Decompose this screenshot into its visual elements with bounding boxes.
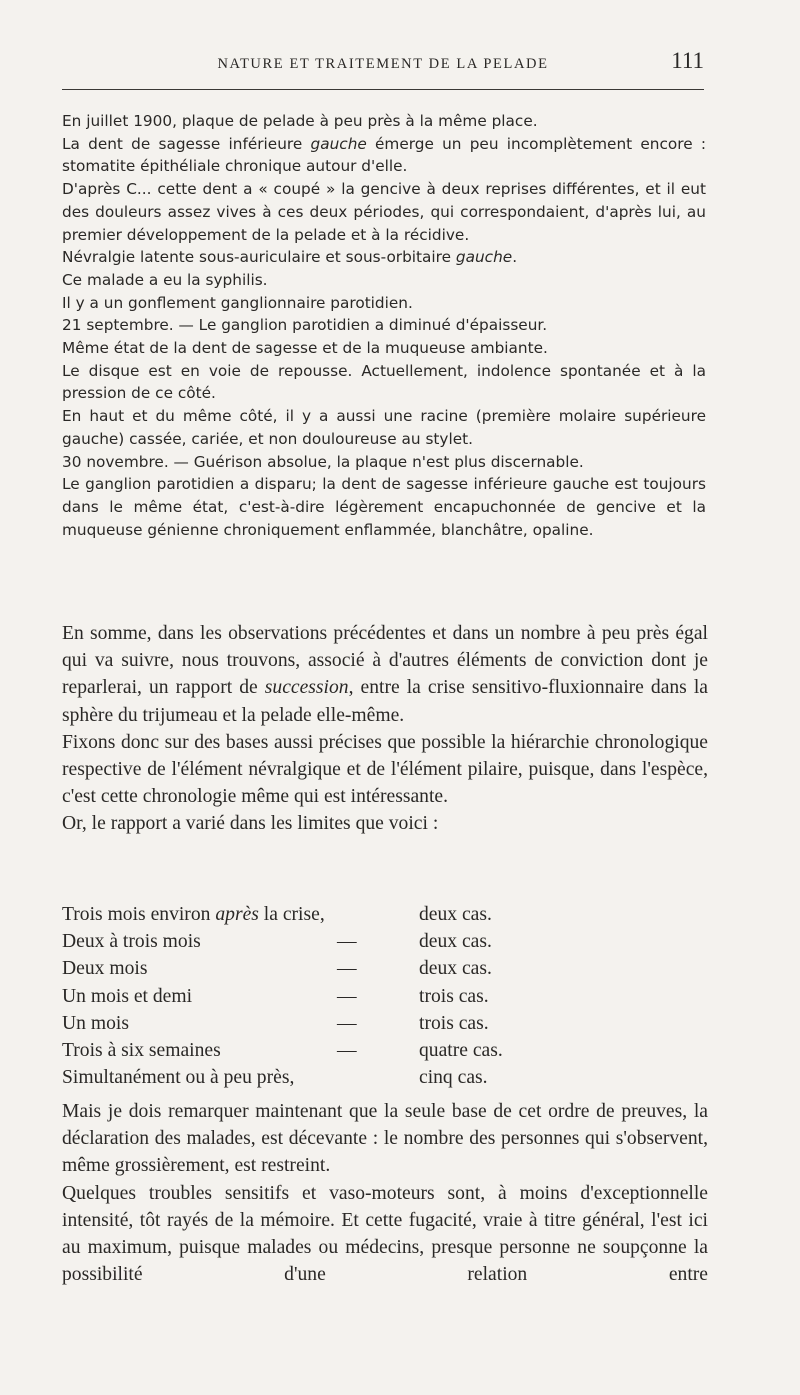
page-header xyxy=(62,48,704,82)
interval-count: cinq cas. xyxy=(419,1067,488,1089)
note-paragraph xyxy=(62,360,706,405)
note-italic: gauche xyxy=(455,248,513,267)
body-text: En somme, dans les observations précédentes et dans un nombre à peu près égal qui va suivre, nous trouvons, associé à d'autres éléments de conviction dont je reparlerai, un rapport de xyxy=(62,623,708,699)
interval-label: Deux mois xyxy=(62,958,148,980)
interval-row xyxy=(62,983,562,1010)
interval-count: quatre cas. xyxy=(419,1039,503,1061)
note-paragraph xyxy=(62,110,706,133)
body-paragraph: Fixons donc sur des bases aussi précises que possible la hiérarchie chronologique respective de l'élément névralgique et de l'élément pilaire, puisque, dans l'espèce, c'est cette chronologie même qui est intéressante. xyxy=(62,731,708,808)
note-text: En juillet 1900, plaque de pelade à peu près à la même place. xyxy=(62,112,538,130)
note-paragraph xyxy=(62,337,706,360)
interval-label: Trois à six semaines xyxy=(62,1039,221,1061)
note-text: Le ganglion parotidien a disparu; la dent de sagesse inférieure gauche est toujours dans le même état, c'est-à-dire légèrement encapuchonnée de gencive et la muqueuse génienne chroniquement enflammée, blanchâtre, opaline. xyxy=(62,475,706,539)
note-paragraph xyxy=(62,292,706,315)
interval-row xyxy=(62,1010,562,1037)
interval-row xyxy=(62,1064,562,1091)
note-text: 30 novembre. — Guérison absolue, la plaque n'est plus discernable. xyxy=(62,452,584,471)
note-text: Névralgie latente sous-auriculaire et sous-orbitaire xyxy=(62,248,456,267)
ditto-dash: — xyxy=(337,1039,357,1061)
header-rule xyxy=(62,89,704,90)
ditto-dash: — xyxy=(337,931,357,953)
note-paragraph xyxy=(62,246,706,269)
note-paragraph xyxy=(62,314,706,337)
interval-count: trois cas. xyxy=(419,985,489,1007)
note-text: Le disque est en voie de repousse. Actuellement, indolence spontanée et à la pression de ce côté. xyxy=(62,361,706,403)
running-title: NATURE ET TRAITEMENT DE LA PELADE xyxy=(217,56,549,72)
note-text: En haut et du même côté, il y a aussi une racine (première molaire supérieure gauche) cassée, cariée, et non douloureuse au stylet. xyxy=(62,407,706,448)
interval-list xyxy=(62,901,562,1091)
note-paragraph xyxy=(62,473,706,541)
interval-label: Un mois xyxy=(62,1012,129,1034)
case-notes xyxy=(62,110,706,541)
body-text: , entre la crise sensitivo-fluxionnaire dans la sphère du trijumeau et la pelade elle-même. xyxy=(62,677,708,726)
interval-label: Simultanément ou à peu près, xyxy=(62,1067,295,1089)
interval-label: Trois mois environ après la crise, xyxy=(62,904,325,925)
interval-row xyxy=(62,955,562,982)
interval-row xyxy=(62,901,562,928)
interval-italic: après xyxy=(215,904,259,925)
note-text: Ce malade a eu la syphilis. xyxy=(62,270,268,289)
body-paragraph: Quelques troubles sensitifs et vaso-moteurs sont, à moins d'exceptionnelle intensité, tôt rayés de la mémoire. Et cette fugacité, vraie à titre général, l'est ici au maximum, puisque malades ou médecins, presque personne ne soupçonne la possibilité d'une relation entre xyxy=(62,1182,708,1286)
note-text: Il y a un gonflement ganglionnaire parotidien. xyxy=(62,293,413,312)
interval-row xyxy=(62,928,562,955)
note-italic: gauche xyxy=(310,134,367,153)
note-paragraph xyxy=(62,451,706,474)
body-italic: succession xyxy=(264,677,349,699)
note-text: La dent de sagesse inférieure xyxy=(62,134,311,153)
note-text: D'après C... cette dent a « coupé » la gencive à deux reprises différentes, et il eut des douleurs assez vives à ces deux périodes, qui correspondaient, d'après lui, au premier développement de la pelade et à la récidive. xyxy=(62,180,706,244)
ditto-dash: — xyxy=(337,958,357,980)
note-paragraph xyxy=(62,178,706,246)
interval-count: deux cas. xyxy=(419,931,492,953)
page-number: 111 xyxy=(671,48,704,73)
note-text: 21 septembre. — Le ganglion parotidien a diminué d'épaisseur. xyxy=(62,316,548,335)
body-paragraph xyxy=(62,620,708,729)
note-paragraph xyxy=(62,269,706,292)
interval-count: deux cas. xyxy=(419,958,492,980)
interval-count: trois cas. xyxy=(419,1012,489,1034)
note-paragraph xyxy=(62,405,706,450)
note-text: Même état de la dent de sagesse et de la muqueuse ambiante. xyxy=(62,339,548,358)
interval-count: deux cas. xyxy=(419,904,492,925)
body-paragraph: Mais je dois remarquer maintenant que la seule base de cet ordre de preuves, la déclaration des malades, est décevante : le nombre des personnes qui s'observent, même grossièrement, est restreint. xyxy=(62,1101,708,1177)
note-paragraph xyxy=(62,133,706,178)
body-paragraph: Or, le rapport a varié dans les limites que voici : xyxy=(62,813,439,835)
note-text: émerge un peu incomplètement encore : stomatite épithéliale chronique autour d'elle. xyxy=(62,134,706,176)
note-text: . xyxy=(512,248,518,267)
interval-label: Deux à trois mois xyxy=(62,931,201,953)
closing-text xyxy=(62,1098,708,1288)
interval-row xyxy=(62,1037,562,1064)
ditto-dash: — xyxy=(337,985,357,1007)
ditto-dash: — xyxy=(337,1012,357,1034)
main-text xyxy=(62,620,708,838)
interval-label: Un mois et demi xyxy=(62,985,193,1007)
